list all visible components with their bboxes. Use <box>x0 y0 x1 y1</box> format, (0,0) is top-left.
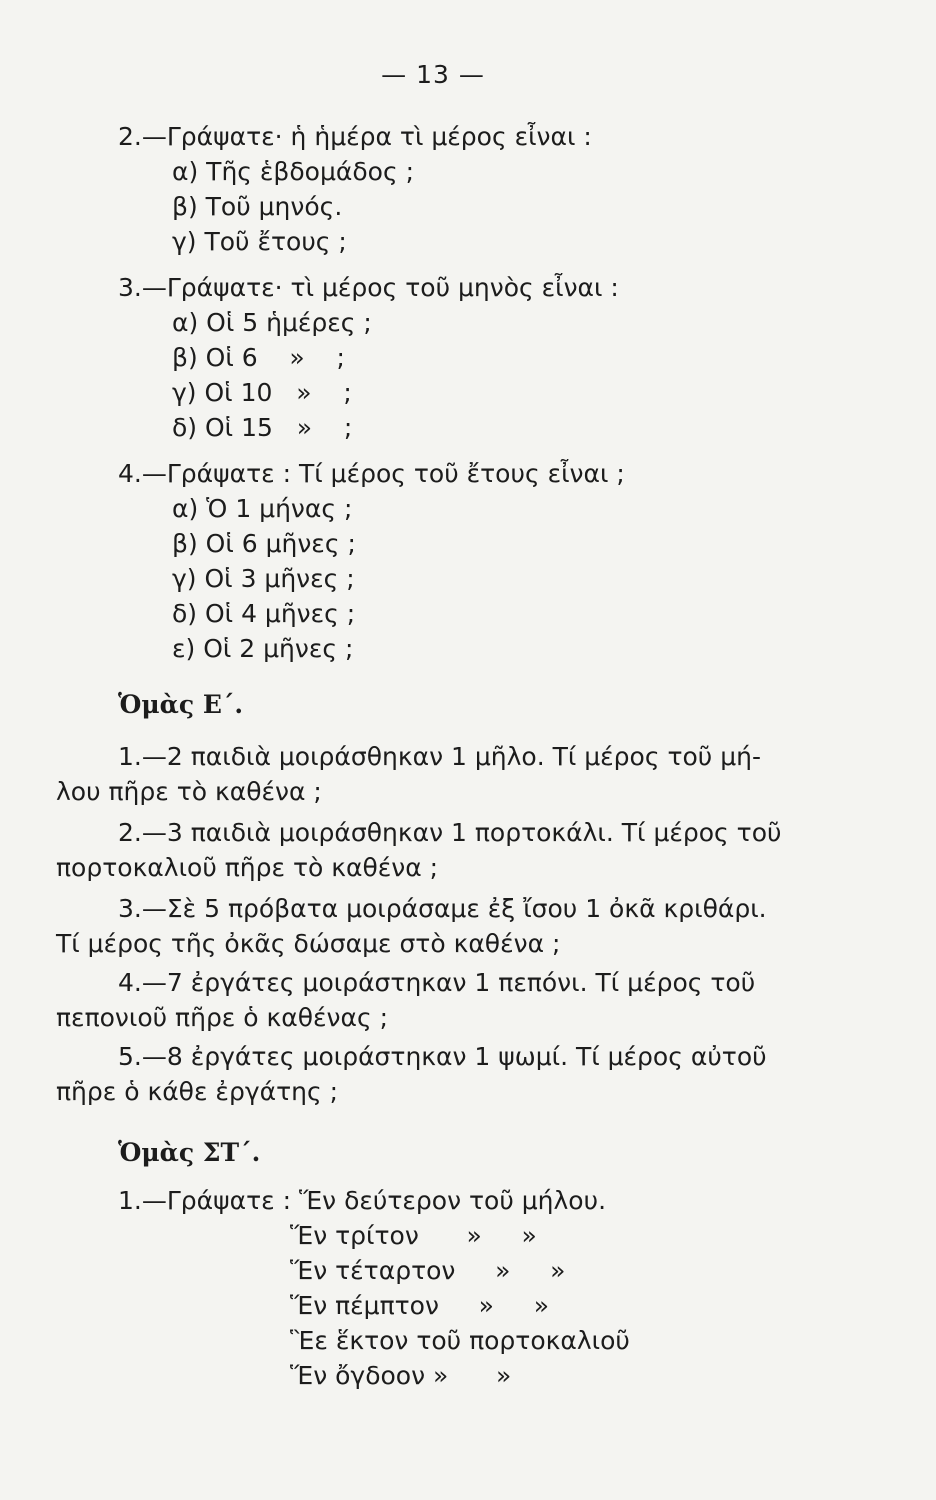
group-st-line: 1.—Γράψατε : Ἕν δεύτερον τοῦ μήλου. <box>118 1186 607 1215</box>
group-st-line: Ἕν τέταρτον » » <box>290 1256 566 1285</box>
exercise-3-item-a: α) Οἱ 5 ἡμέρες ; <box>172 308 372 337</box>
exercise-4-title: 4.—Γράψατε : Τί μέρος τοῦ ἔτους εἶναι ; <box>118 459 625 488</box>
group-st-line: Ἓε ἕκτον τοῦ πορτοκαλιοῦ <box>290 1326 630 1355</box>
exercise-3-item-d: δ) Οἱ 15 » ; <box>172 413 353 442</box>
group-e-line: πεπονιοῦ πῆρε ὁ καθένας ; <box>56 1003 389 1032</box>
exercise-2-item-a: α) Τῆς ἑβδομάδος ; <box>172 157 414 186</box>
group-e-line: πῆρε ὁ κάθε ἐργάτης ; <box>56 1077 339 1106</box>
group-st-line: Ἕν τρίτον » » <box>290 1221 537 1250</box>
group-e-line: λου πῆρε τὸ καθένα ; <box>56 777 322 806</box>
group-e-line: 2.—3 παιδιὰ μοιράσθηκαν 1 πορτοκάλι. Τί μέρος τοῦ <box>118 818 782 847</box>
group-st-heading: Ὁμὰς ΣΤ΄. <box>118 1138 261 1167</box>
exercise-4-item-e: ε) Οἱ 2 μῆνες ; <box>172 634 354 663</box>
page-number: — 13 — <box>381 60 485 89</box>
exercise-4-item-b: β) Οἱ 6 μῆνες ; <box>172 529 356 558</box>
exercise-4-item-a: α) Ὁ 1 μήνας ; <box>172 494 353 523</box>
group-e-line: 5.—8 ἐργάτες μοιράστηκαν 1 ψωμί. Τί μέρος αὐτοῦ <box>118 1042 767 1071</box>
exercise-3-item-c: γ) Οἱ 10 » ; <box>172 378 352 407</box>
exercise-4-item-c: γ) Οἱ 3 μῆνες ; <box>172 564 355 593</box>
exercise-2-title: 2.—Γράψατε· ἡ ἡμέρα τὶ μέρος εἶναι : <box>118 122 592 151</box>
exercise-2-item-c: γ) Τοῦ ἔτους ; <box>172 227 347 256</box>
group-e-line: 3.—Σὲ 5 πρόβατα μοιράσαμε ἐξ ἴσου 1 ὀκᾶ κριθάρι. <box>118 894 767 923</box>
group-e-line: Τί μέρος τῆς ὀκᾶς δώσαμε στὸ καθένα ; <box>56 929 561 958</box>
exercise-4-item-d: δ) Οἱ 4 μῆνες ; <box>172 599 356 628</box>
group-e-line: 4.—7 ἐργάτες μοιράστηκαν 1 πεπόνι. Τί μέρος τοῦ <box>118 968 756 997</box>
group-e-line: πορτοκαλιοῦ πῆρε τὸ καθένα ; <box>56 853 439 882</box>
group-st-line: Ἕν ὄγδοον » » <box>290 1361 512 1390</box>
group-st-line: Ἕν πέμπτον » » <box>290 1291 549 1320</box>
group-e-heading: Ὁμὰς Ε΄. <box>118 690 244 719</box>
exercise-3-title: 3.—Γράψατε· τὶ μέρος τοῦ μηνὸς εἶναι : <box>118 273 619 302</box>
exercise-2-item-b: β) Τοῦ μηνός. <box>172 192 343 221</box>
exercise-3-item-b: β) Οἱ 6 » ; <box>172 343 345 372</box>
group-e-line: 1.—2 παιδιὰ μοιράσθηκαν 1 μῆλο. Τί μέρος τοῦ μή- <box>118 742 761 771</box>
